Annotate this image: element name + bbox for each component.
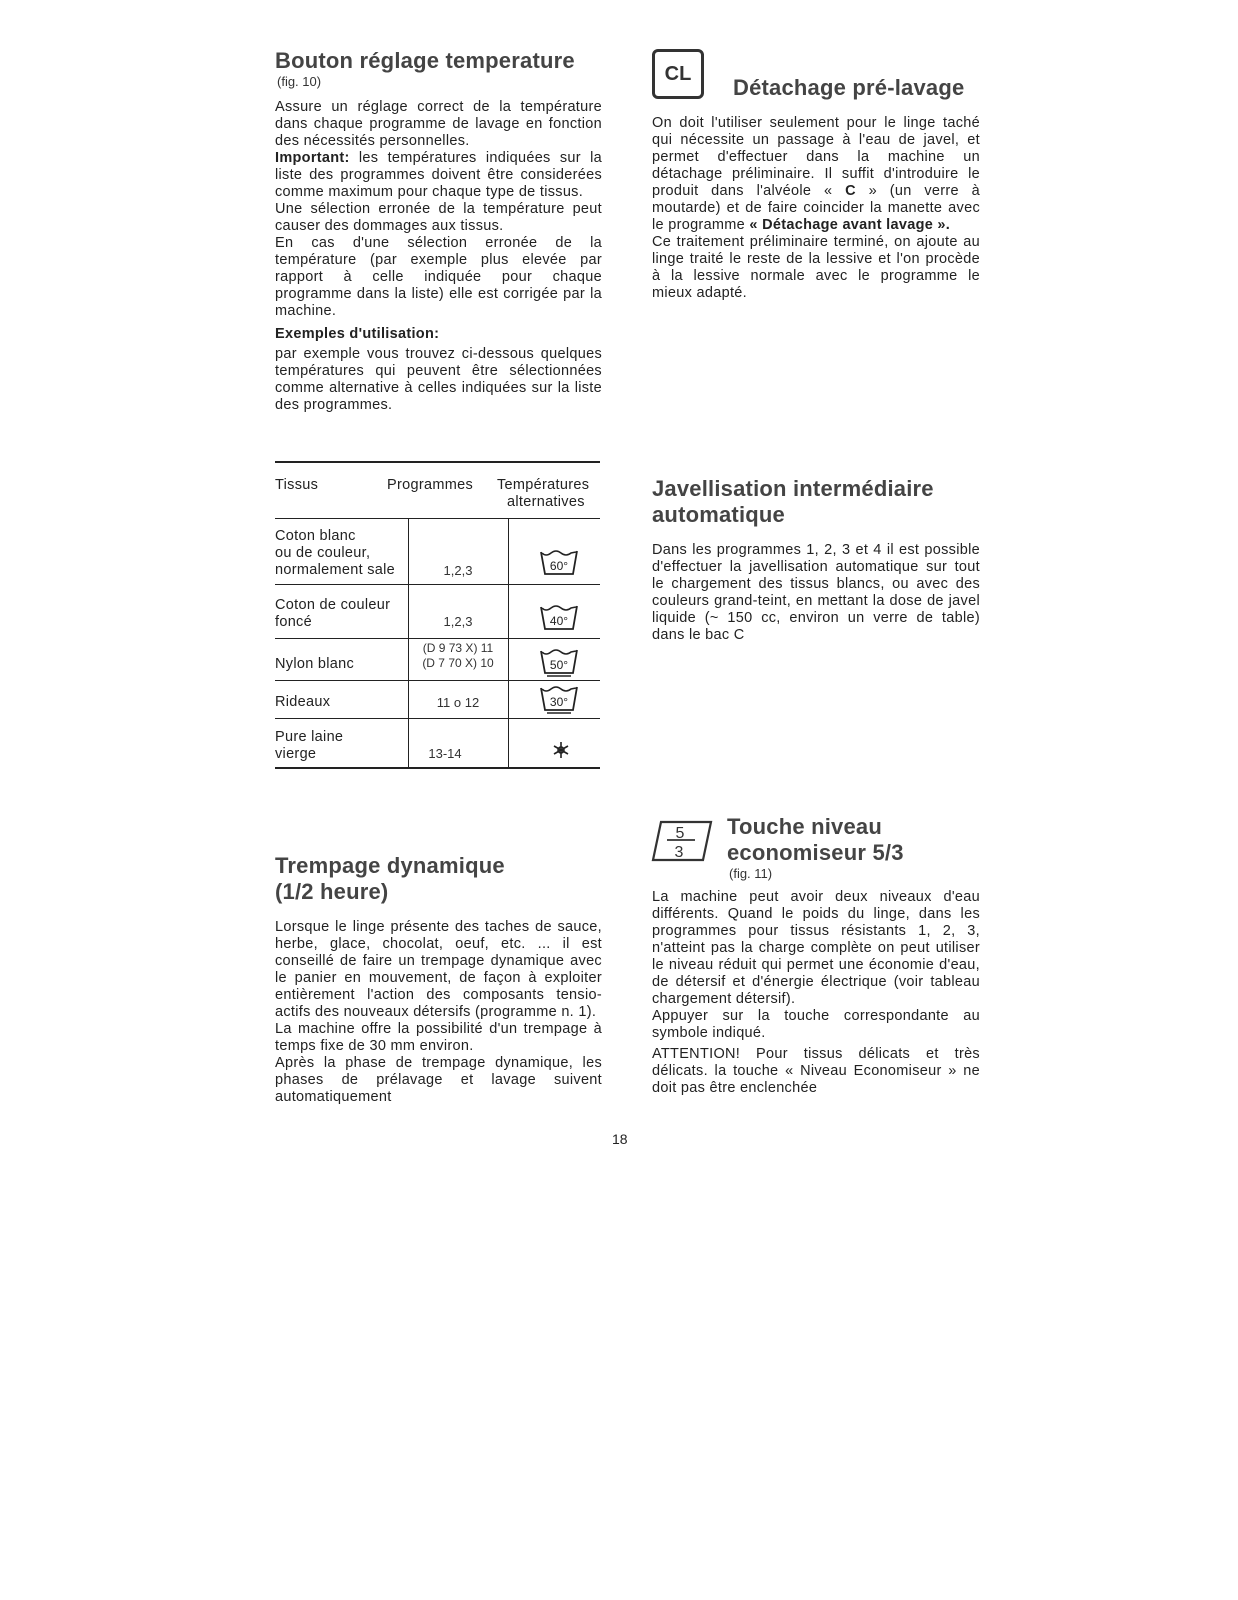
table-bottom-rule xyxy=(275,767,600,769)
section-bouton-reglage xyxy=(275,48,602,414)
heading-trempage-2: (1/2 heure) xyxy=(275,879,389,904)
table-row-5-tissus: Pure laine vierge xyxy=(275,729,344,762)
heading-javellisation-2: automatique xyxy=(652,502,785,527)
paragraph-important xyxy=(275,150,602,201)
table-row-3-tissus: Nylon blanc xyxy=(275,656,355,672)
heading-javellisation-1: Javellisation intermédiaire xyxy=(652,476,934,501)
section-trempage xyxy=(275,853,602,1106)
wash-temp-30: 30° xyxy=(549,695,569,709)
table-row-2-programmes: 1,2,3 xyxy=(443,614,473,629)
paragraph-touche-3: ATTENTION! Pour tissus délicats et très délicats. la touche « Niveau Economiseur » ne doit pas être enclenchée xyxy=(652,1046,980,1096)
table-row-5-programmes: 13-14 xyxy=(428,746,462,761)
paragraph-detachage-1: On doit l'utiliser seulement pour le linge taché qui nécessite un passage à l'eau de javel, et permet d'effectuer dans la machine un détachage préliminaire. Il suffit d'introduire le produit dans l'alvéole « C » (un verre à moutarde) et de faire coincider la manette avec le programme « Détachage avant lavage ». xyxy=(652,115,980,233)
header-tissus: Tissus xyxy=(275,477,319,493)
heading-detachage: Détachage pré-lavage xyxy=(733,75,965,100)
header-programmes: Programmes xyxy=(387,477,473,493)
paragraph-trempage-2: La machine offre la possibilité d'un trempage à temps fixe de 30 mm environ. xyxy=(275,1021,602,1054)
paragraph-examples: par exemple vous trouvez ci-dessous quelques températures qui peuvent être sélectionnées comme alternative à celles indiquées sur la liste des programmes. xyxy=(275,346,602,413)
wool-snowflake-icon xyxy=(552,741,570,759)
header-temp-2: alternatives xyxy=(507,494,585,510)
fraction-numerator: 5 xyxy=(675,825,685,842)
examples-label: Exemples d'utilisation: xyxy=(275,326,440,342)
wash-tub-icon-50 xyxy=(539,648,579,678)
section-javellisation xyxy=(652,476,980,644)
wash-tub-icon-60 xyxy=(539,549,579,577)
table-row-1-programmes: 1,2,3 xyxy=(443,563,473,578)
table-row-4-rule xyxy=(275,718,600,719)
table-row-4-tissus: Rideaux xyxy=(275,694,331,710)
page-number: 18 xyxy=(612,1131,628,1147)
fraction-denominator: 3 xyxy=(674,844,684,861)
table-row-2-rule xyxy=(275,638,600,639)
wash-temp-60: 60° xyxy=(549,559,569,573)
paragraph-javellisation: Dans les programmes 1, 2, 3 et 4 il est possible d'effectuer la javellisation automatique sur tout le chargement des tissus blancs, ou avec des couleurs grand-teint, en mettant la dose de javel liquide (~ 150 cc, environ un verre de table) dans le bac C xyxy=(652,542,980,643)
table-row-1-tissus: Coton blanc ou de couleur, normalement sale xyxy=(275,528,396,578)
paragraph-detachage-2: Ce traitement préliminaire terminé, on ajoute au linge traité le reste de la lessive et l'on procède à la lessive normale avec le programme le mieux adapté. xyxy=(652,234,980,301)
table-row-2-tissus: Coton de couleur foncé xyxy=(275,597,391,630)
cl-icon: CL xyxy=(652,49,704,99)
wash-tub-icon-40 xyxy=(539,604,579,632)
table-row-3-programmes: (D 9 73 X) 11 (D 7 70 X) 10 xyxy=(422,641,494,670)
paragraph-touche-2: Appuyer sur la touche correspondante au symbole indiqué. xyxy=(652,1008,980,1041)
header-temp-1: Températures xyxy=(497,477,590,493)
important-label: Important: xyxy=(275,150,350,166)
wash-temp-40: 40° xyxy=(549,614,569,628)
heading-touche-2: economiseur 5/3 xyxy=(727,840,904,865)
wash-tub-icon-30 xyxy=(539,685,579,715)
table-row-4-programmes: 11 o 12 xyxy=(436,695,480,710)
heading-trempage-1: Trempage dynamique xyxy=(275,853,505,878)
paragraph-trempage-3: Après la phase de trempage dynamique, les phases de prélavage et lavage suivent automatiquement xyxy=(275,1055,602,1105)
heading-bouton-reglage: Bouton réglage temperature xyxy=(275,48,575,73)
heading-touche-1: Touche niveau xyxy=(727,814,882,839)
fig-reference-11: (fig. 11) xyxy=(729,866,773,881)
table-vline-2 xyxy=(508,518,509,768)
paragraph-touche-1: La machine peut avoir deux niveaux d'eau différents. Quand le poids du linge, dans les programmes pour tissus résistants 1, 2, 3, n'atteint pas la charge complète on peut utiliser le niveau réduit qui permet une économie d'eau, de détersif et d'énergie électrique (voir tableau chargement détersif). xyxy=(652,889,980,1007)
wash-temp-50: 50° xyxy=(549,658,569,672)
paragraph-trempage-1: Lorsque le linge présente des taches de sauce, herbe, glace, chocolat, oeuf, etc. ... il est conseillé de faire un trempage dynamique avec le panier en mouvement, de façon à exploiter entièrement l'action des composants tensio-actifs des nouveaux détersifs (programme n. 1). xyxy=(275,919,602,1020)
paragraph-selection: Une sélection erronée de la température peut causer des dommages aux tissus. xyxy=(275,201,602,234)
table-row-1-rule xyxy=(275,584,600,585)
fig-reference-10: (fig. 10) xyxy=(277,74,322,89)
paragraph-assure: Assure un réglage correct de la température dans chaque programme de lavage en fonction des nécessités personnelles. xyxy=(275,99,602,149)
important-text: les températures indiquées sur la liste des programmes doivent être considerées comme maximum pour chaque type de tissus. xyxy=(275,150,602,200)
section-touche-niveau xyxy=(652,814,980,1097)
table-row-3-rule xyxy=(275,680,600,681)
section-detachage xyxy=(652,75,980,302)
paragraph-erronee: En cas d'une sélection erronée de la température (par exemple plus elevée par rapport à celle indiquée pour chaque programme dans la liste) elle est corrigée par la machine. xyxy=(275,235,602,319)
table-top-rule xyxy=(275,461,600,463)
table-header-rule xyxy=(275,518,600,519)
